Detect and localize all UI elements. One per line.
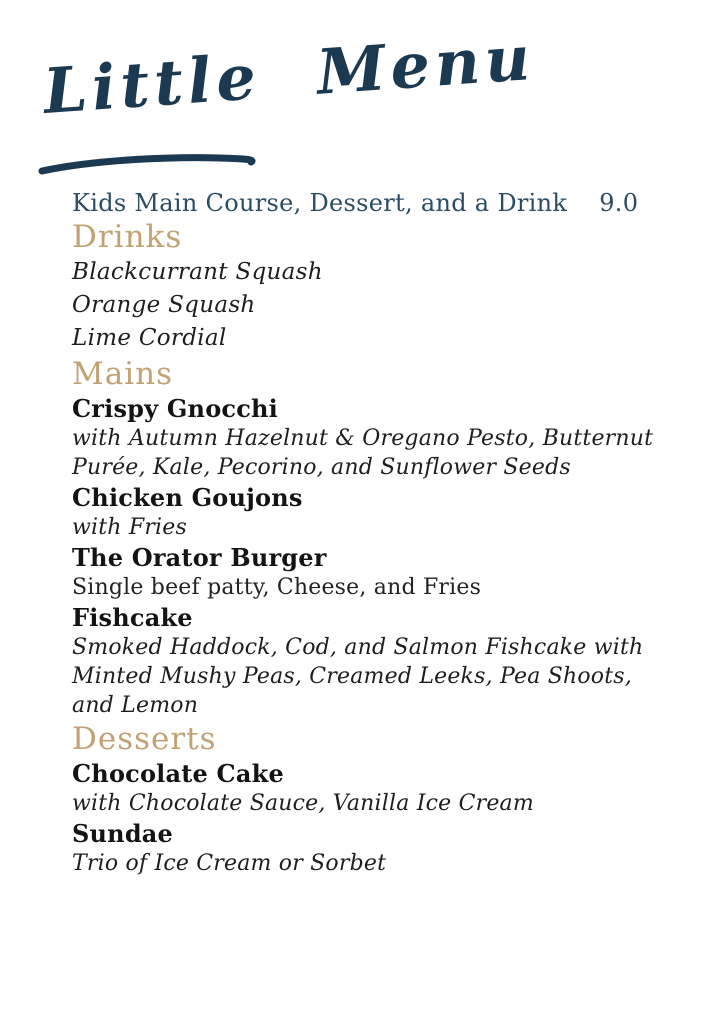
item-name: Chicken Goujons [72,483,303,512]
item-name: Fishcake [72,603,193,632]
menu-subtitle-row [72,188,664,218]
drink-item: Blackcurrant Squash [72,259,323,285]
section-drinks [72,218,664,355]
section-mains [72,355,664,720]
menu-subtitle: Kids Main Course, Dessert, and a Drink [72,189,568,217]
item-name: Sundae [72,819,174,848]
menu-item-sundae [72,818,664,878]
item-description: with Fries [72,515,187,540]
item-description: Trio of Ice Cream or Sorbet [72,851,387,876]
menu-content [72,188,664,878]
menu-title: Little Menu [41,20,538,128]
title-underline-flourish-icon [38,150,268,176]
menu-title-block [41,20,546,178]
item-name: Chocolate Cake [72,759,284,788]
menu-item-chicken-goujons [72,482,664,542]
section-desserts [72,720,664,878]
item-name: Crispy Gnocchi [72,394,279,423]
drink-item: Lime Cordial [72,325,227,351]
item-description: with Autumn Hazelnut & Oregano Pesto, Butternut Purée, Kale, Pecorino, and Sunflower Seeds [72,426,654,480]
menu-price: 9.0 [599,189,639,217]
item-description: Single beef patty, Cheese, and Fries [72,575,482,600]
menu-item-chocolate-cake [72,758,664,818]
section-heading-drinks: Drinks [72,219,183,255]
drink-item: Orange Squash [72,292,256,318]
section-heading-desserts: Desserts [72,721,217,757]
item-description: with Chocolate Sauce, Vanilla Ice Cream [72,791,534,816]
menu-item-orator-burger [72,542,664,602]
item-name: The Orator Burger [72,543,327,572]
menu-item-crispy-gnocchi [72,393,664,482]
section-heading-mains: Mains [72,356,174,392]
item-description: Smoked Haddock, Cod, and Salmon Fishcake with Minted Mushy Peas, Creamed Leeks, Pea Shoots, and Lemon [72,635,644,718]
menu-item-fishcake [72,602,664,720]
